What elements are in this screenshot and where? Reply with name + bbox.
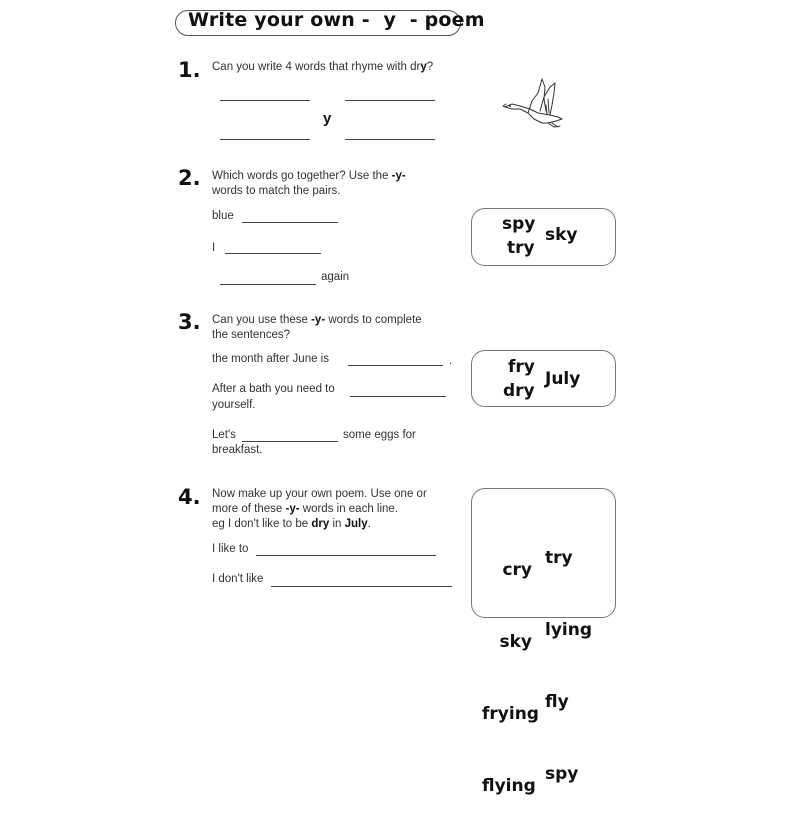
box-word-spy: spy: [502, 214, 536, 234]
box-word-frying: frying: [482, 704, 539, 724]
box-word-lying: lying: [545, 620, 593, 640]
answer-line-1d[interactable]: [345, 139, 435, 140]
sentence-1-end: .: [449, 355, 453, 367]
question-2-text: Which words go together? Use the -y- words to match the pairs.: [212, 170, 406, 197]
question-1-number: 1.: [178, 58, 201, 82]
answer-line-1a[interactable]: [220, 100, 310, 101]
answer-line-2a[interactable]: [242, 222, 338, 223]
question-3-number: 3.: [178, 310, 201, 334]
answer-line-1c[interactable]: [220, 139, 310, 140]
box-word-try: try: [507, 238, 535, 258]
answer-line-2c[interactable]: [220, 284, 316, 285]
poem-line-1[interactable]: [256, 555, 436, 556]
box-word-fly: fly: [545, 692, 569, 712]
answer-line-1b[interactable]: [345, 100, 435, 101]
box-word-cry: cry: [502, 560, 532, 580]
pair-label-blue: blue: [212, 210, 234, 222]
box-word-fry: fry: [508, 357, 535, 377]
word-box-3: [471, 350, 616, 407]
sentence-3-end: breakfast.: [212, 444, 263, 456]
pair-label-again: again: [321, 271, 350, 283]
answer-line-3c[interactable]: [242, 441, 338, 442]
poem-line-2[interactable]: [271, 586, 452, 587]
poem-prompt-1: I like to: [212, 543, 249, 555]
question-4-number: 4.: [178, 485, 201, 509]
flying-goose-image: [500, 75, 575, 140]
box-word-list-right: [545, 498, 592, 810]
sentence-1: the month after June is: [212, 353, 329, 365]
box-word-sky: sky: [545, 225, 578, 245]
worksheet-title: Write your own - y - poem: [188, 9, 485, 31]
question-2-number: 2.: [178, 166, 201, 190]
poem-prompt-2: I don't like: [212, 573, 264, 585]
box-word-spy: spy: [545, 764, 579, 784]
question-1-text: Can you write 4 words that rhyme with dry?: [212, 61, 434, 73]
sentence-3-mid: some eggs for: [343, 429, 416, 441]
box-word-flying: flying: [482, 776, 536, 796]
sentence-3: Let's: [212, 429, 236, 441]
word-box-2: [471, 208, 616, 266]
question-4-text: Now make up your own poem. Use one or more of these -y- words in each line. eg I don't like to be dry in July.: [212, 488, 427, 530]
center-letter: y: [323, 110, 332, 127]
pair-label-i: I: [212, 242, 216, 254]
box-word-sky: sky: [499, 632, 532, 652]
question-3-text: Can you use these -y- words to complete the sentences?: [212, 314, 422, 341]
box-word-list-left: [482, 510, 539, 822]
answer-line-3b[interactable]: [350, 396, 446, 397]
answer-line-2b[interactable]: [225, 253, 321, 254]
sentence-2-end: yourself.: [212, 399, 256, 411]
box-word-july: July: [545, 369, 581, 389]
box-word-try: try: [545, 548, 573, 568]
answer-line-3a[interactable]: [348, 365, 443, 366]
box-word-dry: dry: [503, 381, 535, 401]
sentence-2: After a bath you need to: [212, 383, 335, 395]
